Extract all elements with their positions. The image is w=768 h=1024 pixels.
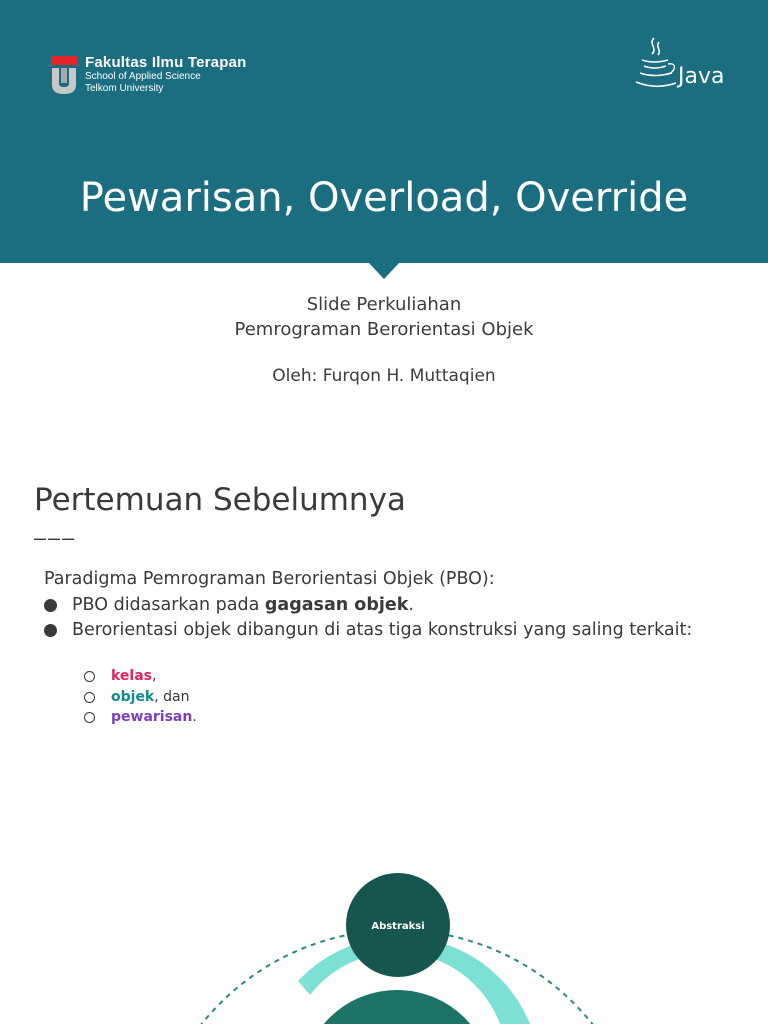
content-slide (0, 430, 768, 1024)
oop-cycle-diagram (0, 870, 768, 1024)
bullet-list (44, 593, 724, 643)
list-item (84, 687, 197, 708)
sub-suffix: , dan (154, 688, 190, 705)
title-slide (0, 0, 768, 430)
title-rule: ——— (34, 526, 77, 550)
telkom-logo-icon (51, 56, 77, 94)
institution-name: Fakultas Ilmu Terapan (85, 54, 247, 71)
institution-line1: School of Applied Science (85, 71, 201, 82)
slide-subtitle (0, 292, 768, 342)
list-item (84, 707, 197, 728)
list-item (44, 618, 724, 643)
author: Oleh: Furqon H. Muttaqien (272, 366, 496, 386)
java-label: Java (678, 64, 725, 89)
list-item (44, 593, 724, 618)
title-banner (0, 0, 768, 263)
bullet1-prefix: PBO didasarkan pada (72, 595, 265, 615)
slide-title: Pewarisan, Overload, Override (79, 175, 689, 221)
subtitle-line1: Slide Perkuliahan (306, 294, 462, 315)
banner-pointer (368, 262, 400, 279)
circle-bullet-icon (84, 712, 95, 723)
sub-bullet-list (84, 666, 197, 728)
circle-bullet-icon (84, 692, 95, 703)
intro-text: Paradigma Pemrograman Berorientasi Objek (PBO): (44, 569, 495, 589)
section-title: Pertemuan Sebelumnya (34, 482, 406, 518)
abstraksi-label: Abstraksi (371, 921, 425, 932)
center-node (301, 990, 493, 1024)
bullet-icon (44, 624, 57, 637)
bullet1-suffix: . (408, 595, 414, 615)
sub-suffix: , (152, 668, 157, 684)
circle-bullet-icon (84, 671, 95, 682)
bullet-icon (44, 599, 57, 612)
keyword-kelas: kelas (111, 668, 153, 684)
list-item (84, 666, 197, 687)
subtitle-line2: Pemrograman Berorientasi Objek (234, 319, 534, 340)
bullet1-bold: gagasan objek (264, 595, 409, 615)
institution-line2: Telkom University (85, 83, 164, 94)
keyword-objek: objek (111, 688, 155, 705)
keyword-pewarisan: pewarisan (111, 709, 193, 725)
sub-suffix: . (192, 709, 197, 725)
institution-logo-text (85, 54, 246, 95)
bullet2-text: Berorientasi objek dibangun di atas tiga konstruksi yang saling terkait: (72, 620, 693, 640)
